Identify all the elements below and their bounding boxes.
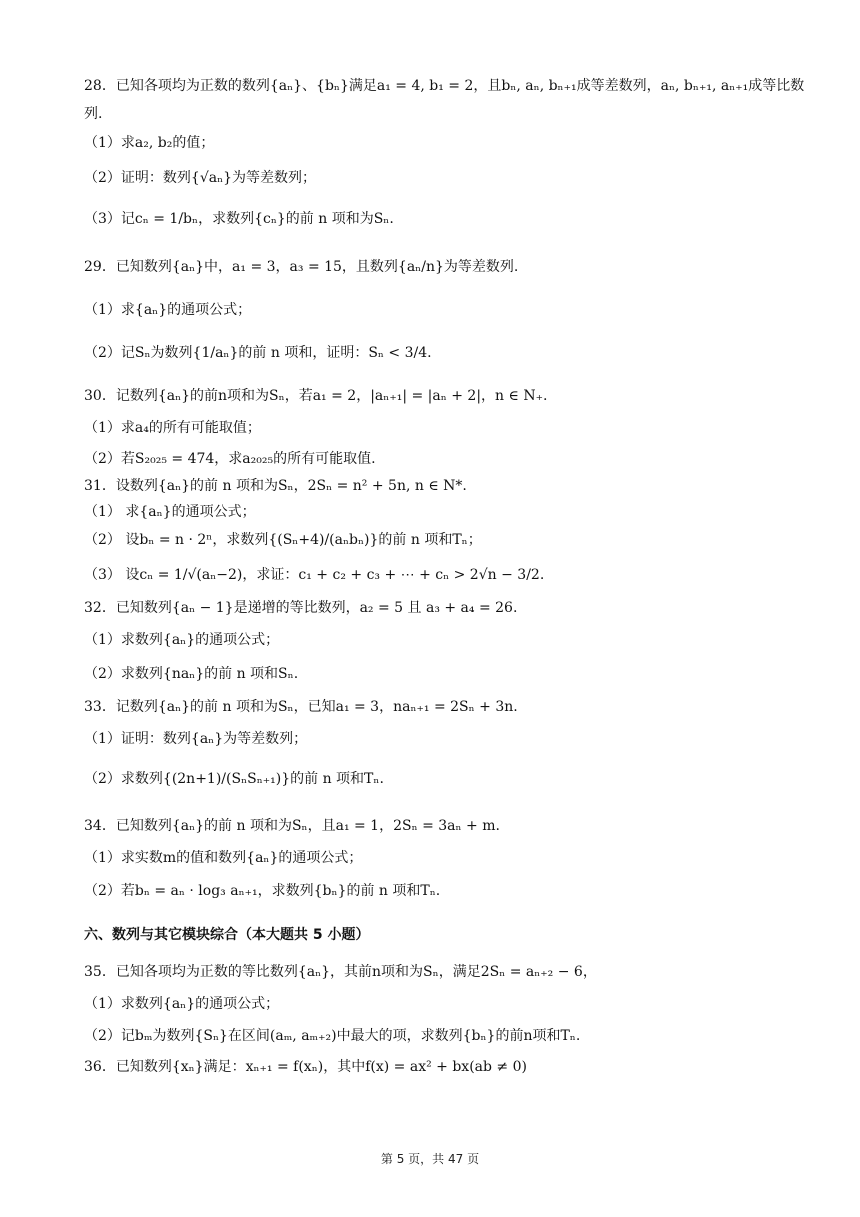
- problem-35-stem: 35．已知各项均为正数的等比数列{aₙ}，其前n项和为Sₙ，满足2Sₙ = aₙ₊₂ − 6，: [84, 964, 597, 980]
- problem-28-part-1: （1）求a₂, b₂的值；: [84, 135, 215, 151]
- problem-35-part-2: （2）记bₘ为数列{Sₙ}在区间(aₘ, aₘ₊₂)中最大的项，求数列{bₙ}的前n项和Tₙ.: [84, 1028, 581, 1044]
- problem-34-part-2: （2）若bₙ = aₙ · log₃ aₙ₊₁，求数列{bₙ}的前 n 项和Tₙ.: [84, 883, 441, 899]
- problem-28-stem: 28．已知各项均为正数的数列{aₙ}、{bₙ}满足a₁ = 4, b₁ = 2，且bₙ, aₙ, bₙ₊₁成等差数列，aₙ, bₙ₊₁, aₙ₊₁成等比数: [84, 78, 805, 94]
- problem-33-part-2: （2）求数列{(2n+1)/(SₙSₙ₊₁)}的前 n 项和Tₙ.: [84, 771, 384, 787]
- problem-32-part-1: （1）求数列{aₙ}的通项公式；: [84, 632, 280, 648]
- problem-30-part-2: （2）若S₂₀₂₅ = 474，求a₂₀₂₅的所有可能取值.: [84, 451, 376, 467]
- problem-28-part-2: （2）证明：数列{√aₙ}为等差数列；: [84, 170, 317, 186]
- problem-36-stem: 36．已知数列{xₙ}满足：xₙ₊₁ = f(xₙ)，其中f(x) = ax² + bx(ab ≠ 0): [84, 1059, 527, 1075]
- problem-31-part-2: （2） 设bₙ = n · 2ⁿ，求数列{(Sₙ+4)/(aₙbₙ)}的前 n 项和Tₙ；: [84, 532, 482, 548]
- problem-30-part-1: （1）求a₄的所有可能取值；: [84, 420, 261, 436]
- problem-30-stem: 30．记数列{aₙ}的前n项和为Sₙ，若a₁ = 2，|aₙ₊₁| = |aₙ + 2|，n ∈ N₊.: [84, 388, 548, 404]
- section-heading: 六、数列与其它模块综合（本大题共 5 小题）: [84, 927, 370, 943]
- problem-28-part-3: （3）记cₙ = 1/bₙ，求数列{cₙ}的前 n 项和为Sₙ.: [84, 211, 394, 227]
- problem-29-part-1: （1）求{aₙ}的通项公式；: [84, 302, 252, 318]
- problem-32-stem: 32．已知数列{aₙ − 1}是递增的等比数列，a₂ = 5 且 a₃ + a₄ = 26.: [84, 600, 518, 616]
- problem-29-part-2: （2）记Sₙ为数列{1/aₙ}的前 n 项和，证明：Sₙ < 3/4.: [84, 345, 432, 361]
- problem-33-part-1: （1）证明：数列{aₙ}为等差数列；: [84, 731, 308, 747]
- problem-31-part-3: （3） 设cₙ = 1/√(aₙ−2)，求证：c₁ + c₂ + c₃ + ⋯ + cₙ > 2√n − 3/2.: [84, 567, 545, 583]
- problem-34-part-1: （1）求实数m的值和数列{aₙ}的通项公式；: [84, 850, 363, 866]
- problem-28-stem-cont: 列.: [84, 106, 103, 122]
- problem-34-stem: 34．已知数列{aₙ}的前 n 项和为Sₙ，且a₁ = 1，2Sₙ = 3aₙ + m.: [84, 818, 500, 834]
- problem-33-stem: 33．记数列{aₙ}的前 n 项和为Sₙ，已知a₁ = 3，naₙ₊₁ = 2Sₙ + 3n.: [84, 699, 518, 715]
- problem-35-part-1: （1）求数列{aₙ}的通项公式；: [84, 996, 280, 1012]
- problem-31-part-1: （1） 求{aₙ}的通项公式；: [84, 504, 256, 520]
- problem-31-stem: 31．设数列{aₙ}的前 n 项和为Sₙ，2Sₙ = n² + 5n, n ∈ N*.: [84, 478, 467, 494]
- problem-29-stem: 29．已知数列{aₙ}中，a₁ = 3，a₃ = 15，且数列{aₙ/n}为等差数列.: [84, 259, 519, 275]
- problem-32-part-2: （2）求数列{naₙ}的前 n 项和Sₙ.: [84, 666, 299, 682]
- page-footer: 第 5 页，共 47 页: [380, 1152, 480, 1166]
